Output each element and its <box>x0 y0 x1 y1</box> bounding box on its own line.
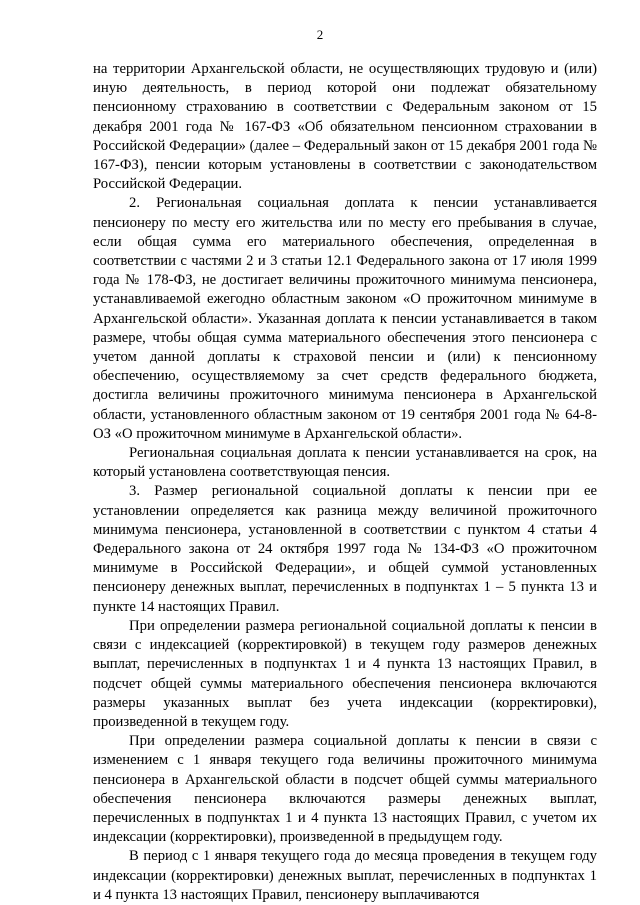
paragraph-subsistence-change: При определении размера социальной доплаты к пенсии в связи с изменением с 1 января текущего года величины прожиточного минимума пенсионера в Архангельской области в подсчет общей суммы материального обеспечения пенсионера включаются размеры денежных выплат, перечисленных в подпунктах 1 и 4 пункта 13 настоящих Правил, с учетом их индексации (корректировки), произведенной в предыдущем году. <box>93 733 597 846</box>
paragraph-indexation: При определении размера региональной социальной доплаты к пенсии в связи с индексацией (корректировкой) в текущем году размеров денежных выплат, перечисленных в подпунктах 1 и 4 пункта 13 настоящих Правил, в подсчет общей суммы материального обеспечения пенсионера включаются размеры указанных выплат без учета индексации (корректировки), произведенной в текущем году. <box>93 617 597 730</box>
paragraph-period: В период с 1 января текущего года до месяца проведения в текущем году индексации (корректировки) денежных выплат, перечисленных в подпунктах 1 и 4 пункта 13 настоящих Правил, пенсионеру выплачиваются <box>93 848 597 903</box>
paragraph-item-2: 2. Региональная социальная доплата к пенсии устанавливается пенсионеру по месту его жительства или по месту его пребывания в случае, если общая сумма его материального обеспечения, определенная в соответствии с частями 2 и 3 статьи 12.1 Федерального закона от 17 июля 1999 года № 178-ФЗ, не достигает величины прожиточного минимума пенсионера, устанавливаемой ежегодно областным законом «О прожиточном минимуме в Архангельской области». Указанная доплата к пенсии устанавливается в таком размере, чтобы общая сумма материального обеспечения этого пенсионера с учетом данной доплаты к страховой пенсии и (или) к пенсионному обеспечению, осуществляемому за счет средств федерального бюджета, достигла величины прожиточного минимума пенсионера в Архангельской области, установленного областным законом от 19 сентября 2001 года № 64-8-ОЗ «О прожиточном минимуме в Архангельской области». <box>93 195 597 442</box>
paragraph-continuation: на территории Архангельской области, не осуществляющих трудовую и (или) иную деятельность, в период которой они подлежат обязательному пенсионному страхованию в соответствии с Федеральным законом от 15 декабря 2001 года № 167-ФЗ «Об обязательном пенсионном страховании в Российской Федерации» (далее – Федеральный закон от 15 декабря 2001 года № 167-ФЗ), пенсии которым установлены в соответствии с законодательством Российской Федерации. <box>93 61 597 193</box>
paragraph-term: Региональная социальная доплата к пенсии устанавливается на срок, на который установлена соответствующая пенсия. <box>93 445 597 481</box>
page-number: 2 <box>316 27 324 42</box>
paragraph-item-3: 3. Размер региональной социальной доплаты к пенсии при ее установлении определяется как разница между величиной прожиточного минимума пенсионера, установленной в соответствии с пунктом 4 статьи 4 Федерального закона от 24 октября 1997 года № 134-ФЗ «О прожиточном минимуме в Российской Федерации», и общей суммой установленных пенсионеру денежных выплат, перечисленных в подпунктах 1 – 5 пункта 13 и пункте 14 настоящих Правил. <box>93 483 597 615</box>
document-body <box>93 60 597 905</box>
